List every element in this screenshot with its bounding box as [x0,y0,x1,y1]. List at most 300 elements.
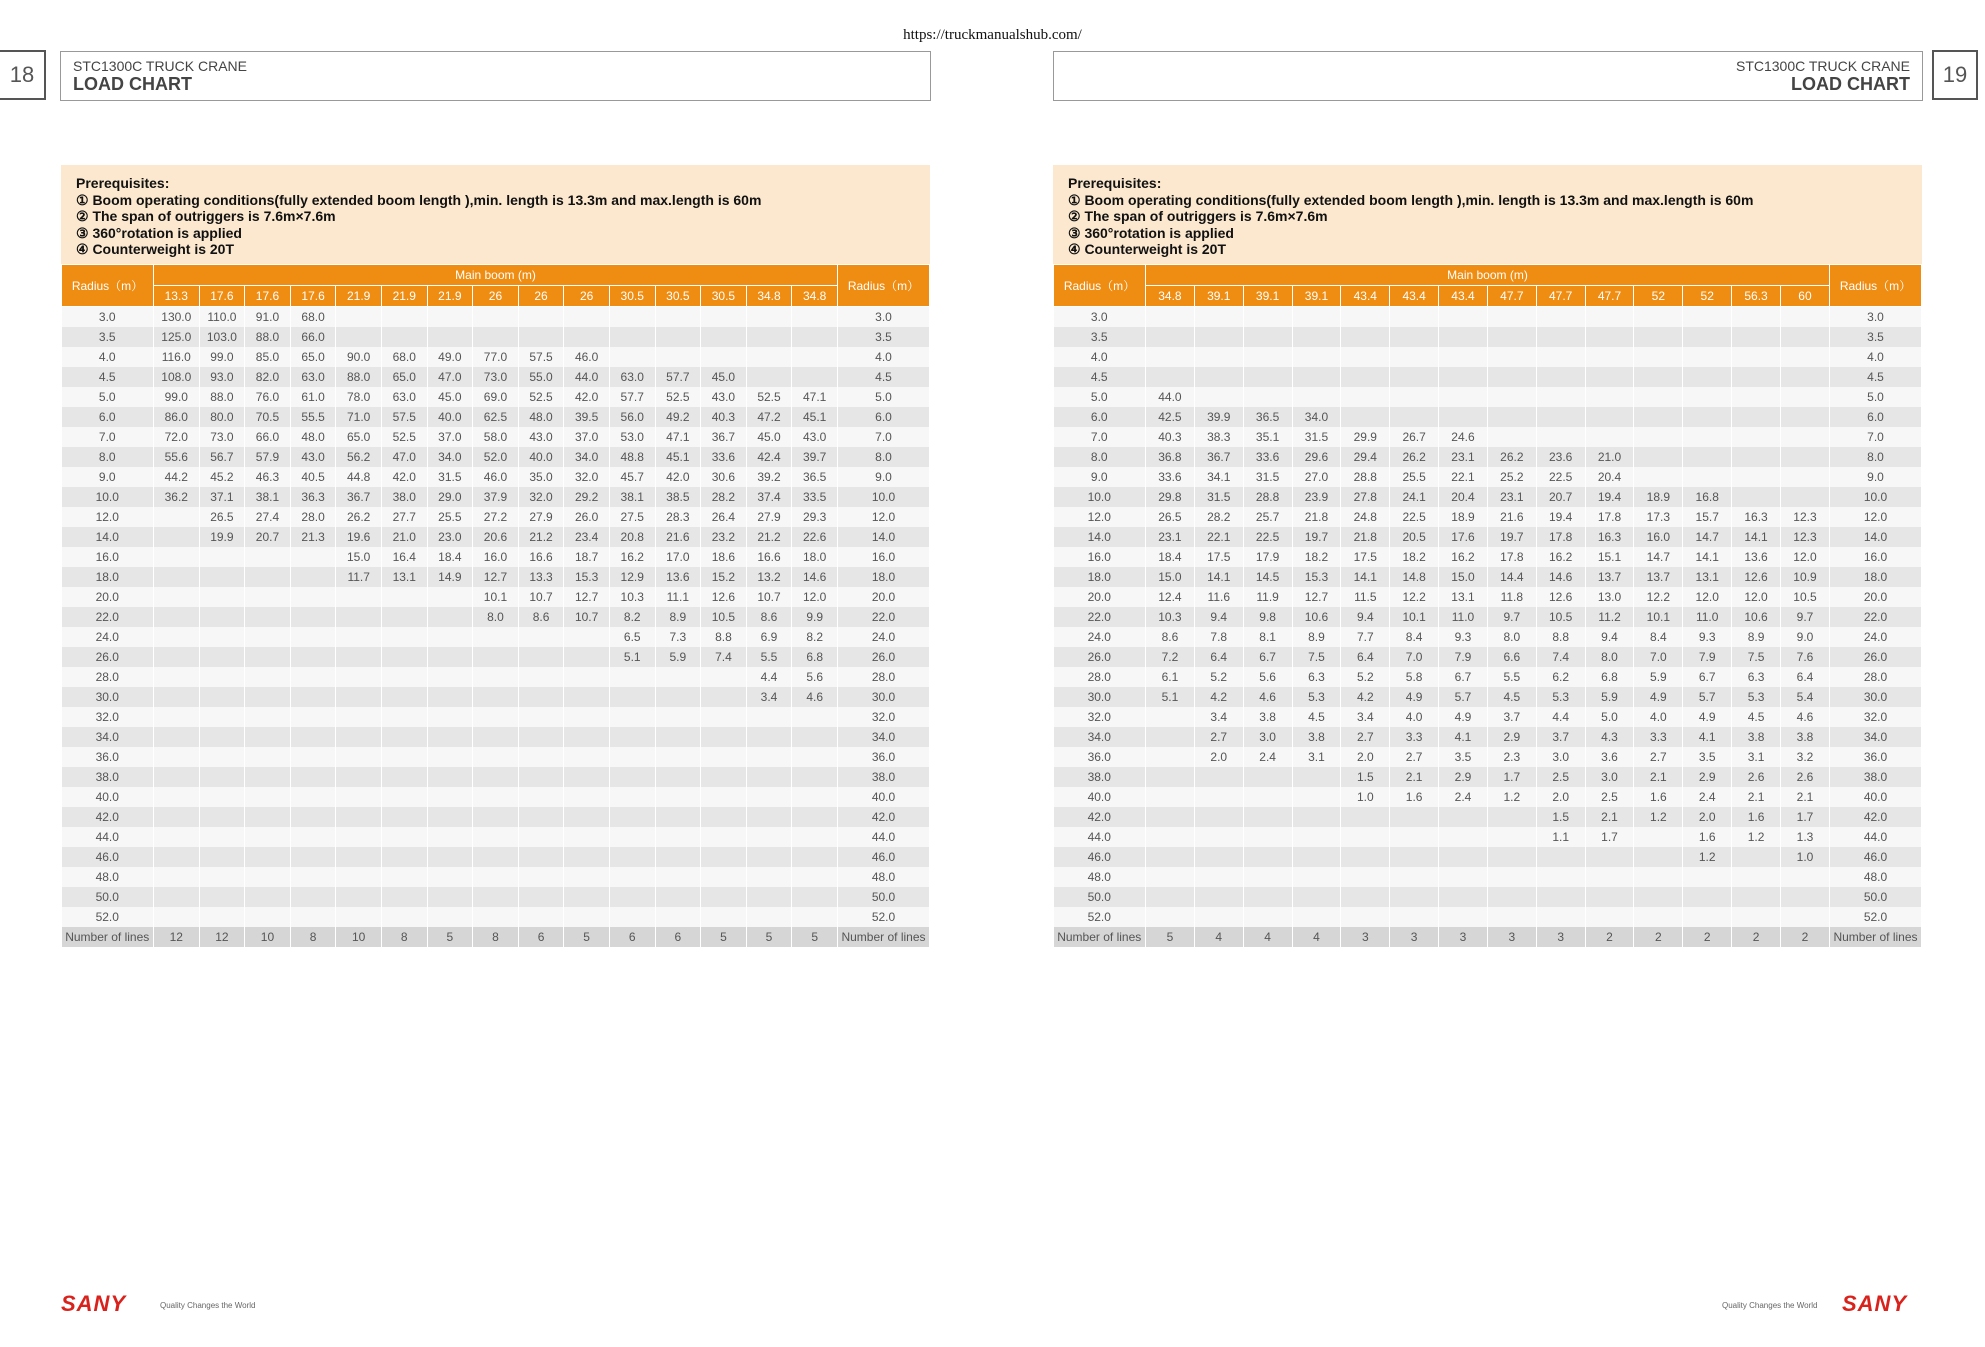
load-cell: 36.3 [290,487,336,507]
table-row [1054,547,1922,567]
radius-cell: 5.0 [838,387,930,407]
load-cell: 8.6 [518,607,564,627]
table-row [1054,487,1922,507]
load-cell [381,627,427,647]
radius-cell: 46.0 [62,847,154,867]
radius-cell: 52.0 [838,907,930,927]
load-cell [1146,707,1195,727]
load-cell: 14.1 [1732,527,1781,547]
load-cell: 11.0 [1439,607,1488,627]
load-cell: 36.5 [1243,407,1292,427]
load-cell [245,547,291,567]
load-cell: 13.6 [1732,547,1781,567]
load-cell: 16.2 [609,547,655,567]
load-cell [1146,787,1195,807]
load-cell: 4.6 [1243,687,1292,707]
radius-cell: 22.0 [1054,607,1146,627]
load-cell [290,847,336,867]
load-cell [427,587,473,607]
load-cell: 5.6 [792,667,838,687]
load-cell [1390,827,1439,847]
load-cell [564,307,610,328]
load-cell: 34.0 [1292,407,1341,427]
load-cell [1341,907,1390,927]
load-cell: 73.0 [199,427,245,447]
load-cell [1146,367,1195,387]
load-cell: 36.7 [336,487,382,507]
source-url: https://truckmanualshub.com/ [903,27,1082,43]
load-cell: 17.5 [1341,547,1390,567]
boom-length-header: 43.4 [1390,286,1439,307]
load-cell [1292,887,1341,907]
radius-cell: 24.0 [1830,627,1922,647]
load-cell [746,367,792,387]
radius-cell: 12.0 [1830,507,1922,527]
load-cell: 17.0 [655,547,701,567]
prereq-line: ② The span of outriggers is 7.6m×7.6m [1068,208,1328,224]
load-cell: 82.0 [245,367,291,387]
load-cell: 26.7 [1390,427,1439,447]
load-cell [1194,867,1243,887]
load-cell [701,767,747,787]
load-cell [1683,347,1732,367]
radius-cell: 40.0 [1054,787,1146,807]
radius-cell: 44.0 [1054,827,1146,847]
load-cell [473,827,519,847]
load-cell: 2.1 [1780,787,1829,807]
table-row [1054,427,1922,447]
load-cell [1536,887,1585,907]
load-cell [245,667,291,687]
load-cell: 49.0 [427,347,473,367]
sany-logo: SANY [61,1291,127,1316]
load-cell: 11.6 [1194,587,1243,607]
load-cell: 19.6 [336,527,382,547]
load-cell [655,887,701,907]
load-cell: 99.0 [199,347,245,367]
load-cell [1243,887,1292,907]
table-row [1054,847,1922,867]
load-cell: 5.9 [655,647,701,667]
boom-length-header: 26 [564,286,610,307]
load-cell [245,807,291,827]
load-cell: 48.0 [518,407,564,427]
load-cell [1780,447,1829,467]
load-cell: 10.5 [701,607,747,627]
slogan: Quality Changes the World [1722,1301,1818,1310]
load-cell: 15.7 [1683,507,1732,527]
load-cell: 2.5 [1536,767,1585,787]
load-cell: 47.2 [746,407,792,427]
load-cell [199,627,245,647]
load-cell [1390,307,1439,328]
load-cell: 20.7 [1536,487,1585,507]
load-cell [290,587,336,607]
load-cell: 2.0 [1683,807,1732,827]
load-cell: 26.5 [199,507,245,527]
load-cell: 2.1 [1634,767,1683,787]
table-row [62,407,930,427]
load-cell [1439,847,1488,867]
load-cell [518,907,564,927]
load-cell: 5.7 [1683,687,1732,707]
boom-length-header: 43.4 [1341,286,1390,307]
load-cell [1439,347,1488,367]
load-cell [381,867,427,887]
load-cell: 40.5 [290,467,336,487]
load-cell [1243,787,1292,807]
load-cell [1292,807,1341,827]
load-cell: 5.0 [1585,707,1634,727]
load-cell [655,707,701,727]
load-cell [1292,787,1341,807]
radius-cell: 4.5 [62,367,154,387]
load-cell [746,787,792,807]
load-cell [427,907,473,927]
load-cell [154,587,200,607]
load-cell: 6.5 [609,627,655,647]
load-cell: 3.8 [1243,707,1292,727]
load-cell: 3.0 [1536,747,1585,767]
load-cell: 9.0 [1780,627,1829,647]
load-cell [1780,907,1829,927]
table-row [1054,647,1922,667]
load-cell: 21.0 [1585,447,1634,467]
boom-length-header: 56.3 [1732,286,1781,307]
load-cell [1146,867,1195,887]
table-row [62,647,930,667]
load-cell [518,867,564,887]
load-cell [473,767,519,787]
load-cell [1585,867,1634,887]
table-row [62,887,930,907]
load-cell: 2.1 [1732,787,1781,807]
load-cell: 18.2 [1390,547,1439,567]
load-cell: 77.0 [473,347,519,367]
load-cell: 45.0 [746,427,792,447]
table-row [62,327,930,347]
load-cell [1585,847,1634,867]
load-cell [427,827,473,847]
load-cell [1585,887,1634,907]
radius-cell: 48.0 [62,867,154,887]
load-cell [381,727,427,747]
load-cell [154,607,200,627]
load-cell [381,787,427,807]
load-cell: 108.0 [154,367,200,387]
radius-cell: 38.0 [1054,767,1146,787]
load-cell [381,607,427,627]
load-cell: 72.0 [154,427,200,447]
lines-cell: 3 [1439,927,1488,947]
radius-cell: 46.0 [838,847,930,867]
load-cell: 18.9 [1634,487,1683,507]
load-cell: 65.0 [381,367,427,387]
radius-cell: 4.0 [1054,347,1146,367]
radius-cell: 3.5 [62,327,154,347]
load-cell: 3.8 [1732,727,1781,747]
load-cell [154,527,200,547]
load-cell [1536,327,1585,347]
radius-cell: 10.0 [1830,487,1922,507]
load-cell [1390,907,1439,927]
load-cell [381,827,427,847]
radius-header: Radius（m） [838,265,930,307]
load-cell [564,667,610,687]
load-cell [1341,887,1390,907]
load-cell [381,307,427,328]
main-boom-header: Main boom (m) [154,265,838,286]
load-cell: 9.7 [1780,607,1829,627]
radius-cell: 9.0 [838,467,930,487]
load-cell: 6.3 [1732,667,1781,687]
load-cell [1390,327,1439,347]
lines-cell: 2 [1732,927,1781,947]
load-cell: 5.3 [1536,687,1585,707]
load-cell [1780,387,1829,407]
radius-cell: 50.0 [1830,887,1922,907]
load-cell: 45.0 [701,367,747,387]
load-cell: 22.5 [1243,527,1292,547]
load-cell [1243,847,1292,867]
load-cell [1487,387,1536,407]
load-cell [609,327,655,347]
load-cell: 14.1 [1194,567,1243,587]
load-cell: 57.5 [381,407,427,427]
load-cell: 33.6 [1146,467,1195,487]
load-cell: 16.8 [1683,487,1732,507]
boom-length-header: 52 [1634,286,1683,307]
load-cell: 32.0 [564,467,610,487]
load-cell [1634,847,1683,867]
load-cell: 125.0 [154,327,200,347]
load-cell: 18.7 [564,547,610,567]
table-row [1054,327,1922,347]
load-cell: 7.5 [1292,647,1341,667]
load-cell [746,307,792,328]
load-cell [746,907,792,927]
load-cell: 7.9 [1683,647,1732,667]
radius-cell: 38.0 [62,767,154,787]
table-row [62,607,930,627]
radius-cell: 30.0 [1830,687,1922,707]
load-cell: 21.3 [290,527,336,547]
table-row [62,687,930,707]
radius-cell: 22.0 [1830,607,1922,627]
load-cell [1536,907,1585,927]
load-cell: 10.3 [1146,607,1195,627]
boom-length-header: 39.1 [1243,286,1292,307]
table-row [1054,827,1922,847]
load-cell [473,867,519,887]
load-cell: 26.2 [1390,447,1439,467]
load-cell: 1.0 [1341,787,1390,807]
load-cell [1194,827,1243,847]
table-row [62,387,930,407]
load-cell: 39.9 [1194,407,1243,427]
boom-length-header: 21.9 [336,286,382,307]
radius-cell: 16.0 [1054,547,1146,567]
table-row [1054,567,1922,587]
load-cell [1439,867,1488,887]
load-cell: 13.1 [1439,587,1488,607]
lines-cell: 6 [655,927,701,947]
radius-cell: 8.0 [1830,447,1922,467]
load-cell: 3.6 [1585,747,1634,767]
load-cell [427,847,473,867]
load-cell: 36.7 [701,427,747,447]
load-cell [427,707,473,727]
load-cell: 16.2 [1536,547,1585,567]
load-cell [518,807,564,827]
radius-cell: 52.0 [1830,907,1922,927]
load-cell: 9.4 [1194,607,1243,627]
load-cell: 7.4 [701,647,747,667]
load-cell [1194,787,1243,807]
load-cell: 47.0 [427,367,473,387]
load-cell [1243,327,1292,347]
load-cell [1780,367,1829,387]
boom-length-header: 30.5 [701,286,747,307]
load-cell: 25.2 [1487,467,1536,487]
table-row [62,447,930,467]
load-cell [427,687,473,707]
radius-cell: 7.0 [838,427,930,447]
load-cell: 5.1 [1146,687,1195,707]
load-cell: 39.2 [746,467,792,487]
radius-cell: 42.0 [838,807,930,827]
load-cell [609,807,655,827]
load-cell: 24.8 [1341,507,1390,527]
load-cell: 8.0 [1487,627,1536,647]
radius-cell: 20.0 [62,587,154,607]
load-cell: 43.0 [701,387,747,407]
prereq-line: ① Boom operating conditions(fully extended boom length ),min. length is 13.3m and max.length is 60m [76,191,762,208]
load-cell: 45.1 [655,447,701,467]
load-cell [154,547,200,567]
load-cell [427,607,473,627]
load-cell: 11.5 [1341,587,1390,607]
load-cell [746,847,792,867]
prereq-line: ③ 360°rotation is applied [76,224,242,241]
load-cell: 2.7 [1194,727,1243,747]
load-cell: 3.5 [1439,747,1488,767]
load-cell: 8.0 [1585,647,1634,667]
load-cell [1194,847,1243,867]
load-cell: 3.3 [1634,727,1683,747]
boom-length-header: 60 [1780,286,1829,307]
load-cell [290,687,336,707]
load-cell: 6.4 [1194,647,1243,667]
load-cell: 14.6 [1536,567,1585,587]
load-cell: 9.7 [1487,607,1536,627]
radius-cell: 16.0 [1830,547,1922,567]
radius-cell: 44.0 [838,827,930,847]
load-cell: 52.5 [746,387,792,407]
load-chart-table [61,264,930,947]
table-row [1054,907,1922,927]
load-cell [290,607,336,627]
load-cell [655,907,701,927]
load-cell: 26.4 [701,507,747,527]
load-cell [199,667,245,687]
radius-cell: 4.0 [62,347,154,367]
load-cell: 48.0 [290,427,336,447]
table-row [62,567,930,587]
load-cell [1390,367,1439,387]
load-cell [746,807,792,827]
load-cell [564,787,610,807]
radius-cell: 7.0 [1830,427,1922,447]
load-cell: 1.6 [1390,787,1439,807]
load-cell [609,707,655,727]
load-cell: 88.0 [199,387,245,407]
load-cell [1146,847,1195,867]
load-cell: 7.9 [1439,647,1488,667]
load-cell: 27.9 [746,507,792,527]
load-chart-panel-right [1053,165,1922,947]
load-cell: 36.7 [1194,447,1243,467]
load-cell [199,867,245,887]
load-cell [473,627,519,647]
radius-cell: 14.0 [62,527,154,547]
load-cell: 5.1 [609,647,655,667]
lines-cell: 8 [290,927,336,947]
load-cell [290,567,336,587]
load-cell: 3.7 [1487,707,1536,727]
load-cell [564,747,610,767]
load-cell: 3.5 [1683,747,1732,767]
load-cell: 9.3 [1439,627,1488,647]
load-cell [1780,427,1829,447]
load-cell [290,547,336,567]
load-cell [290,647,336,667]
load-cell: 37.1 [199,487,245,507]
table-row [62,487,930,507]
load-cell: 42.4 [746,447,792,467]
load-cell [1732,367,1781,387]
table-row [1054,807,1922,827]
radius-cell: 18.0 [838,567,930,587]
load-cell: 130.0 [154,307,200,328]
load-cell: 28.2 [1194,507,1243,527]
sany-logo: SANY [1842,1291,1908,1316]
load-cell: 13.0 [1585,587,1634,607]
load-cell: 16.4 [381,547,427,567]
load-cell: 1.2 [1683,847,1732,867]
load-cell [336,667,382,687]
boom-length-header: 47.7 [1536,286,1585,307]
load-cell [427,767,473,787]
load-cell: 8.2 [609,607,655,627]
load-cell [518,727,564,747]
load-cell [564,847,610,867]
load-cell: 27.5 [609,507,655,527]
radius-cell: 30.0 [838,687,930,707]
lines-cell: 4 [1243,927,1292,947]
radius-cell: 48.0 [1054,867,1146,887]
load-cell: 39.5 [564,407,610,427]
load-cell: 5.7 [1439,687,1488,707]
radius-cell: 12.0 [838,507,930,527]
load-cell: 43.0 [792,427,838,447]
boom-length-header: 30.5 [609,286,655,307]
load-cell [518,767,564,787]
load-cell: 3.8 [1780,727,1829,747]
load-cell [1487,827,1536,847]
load-cell [1732,467,1781,487]
load-cell: 4.6 [1780,707,1829,727]
